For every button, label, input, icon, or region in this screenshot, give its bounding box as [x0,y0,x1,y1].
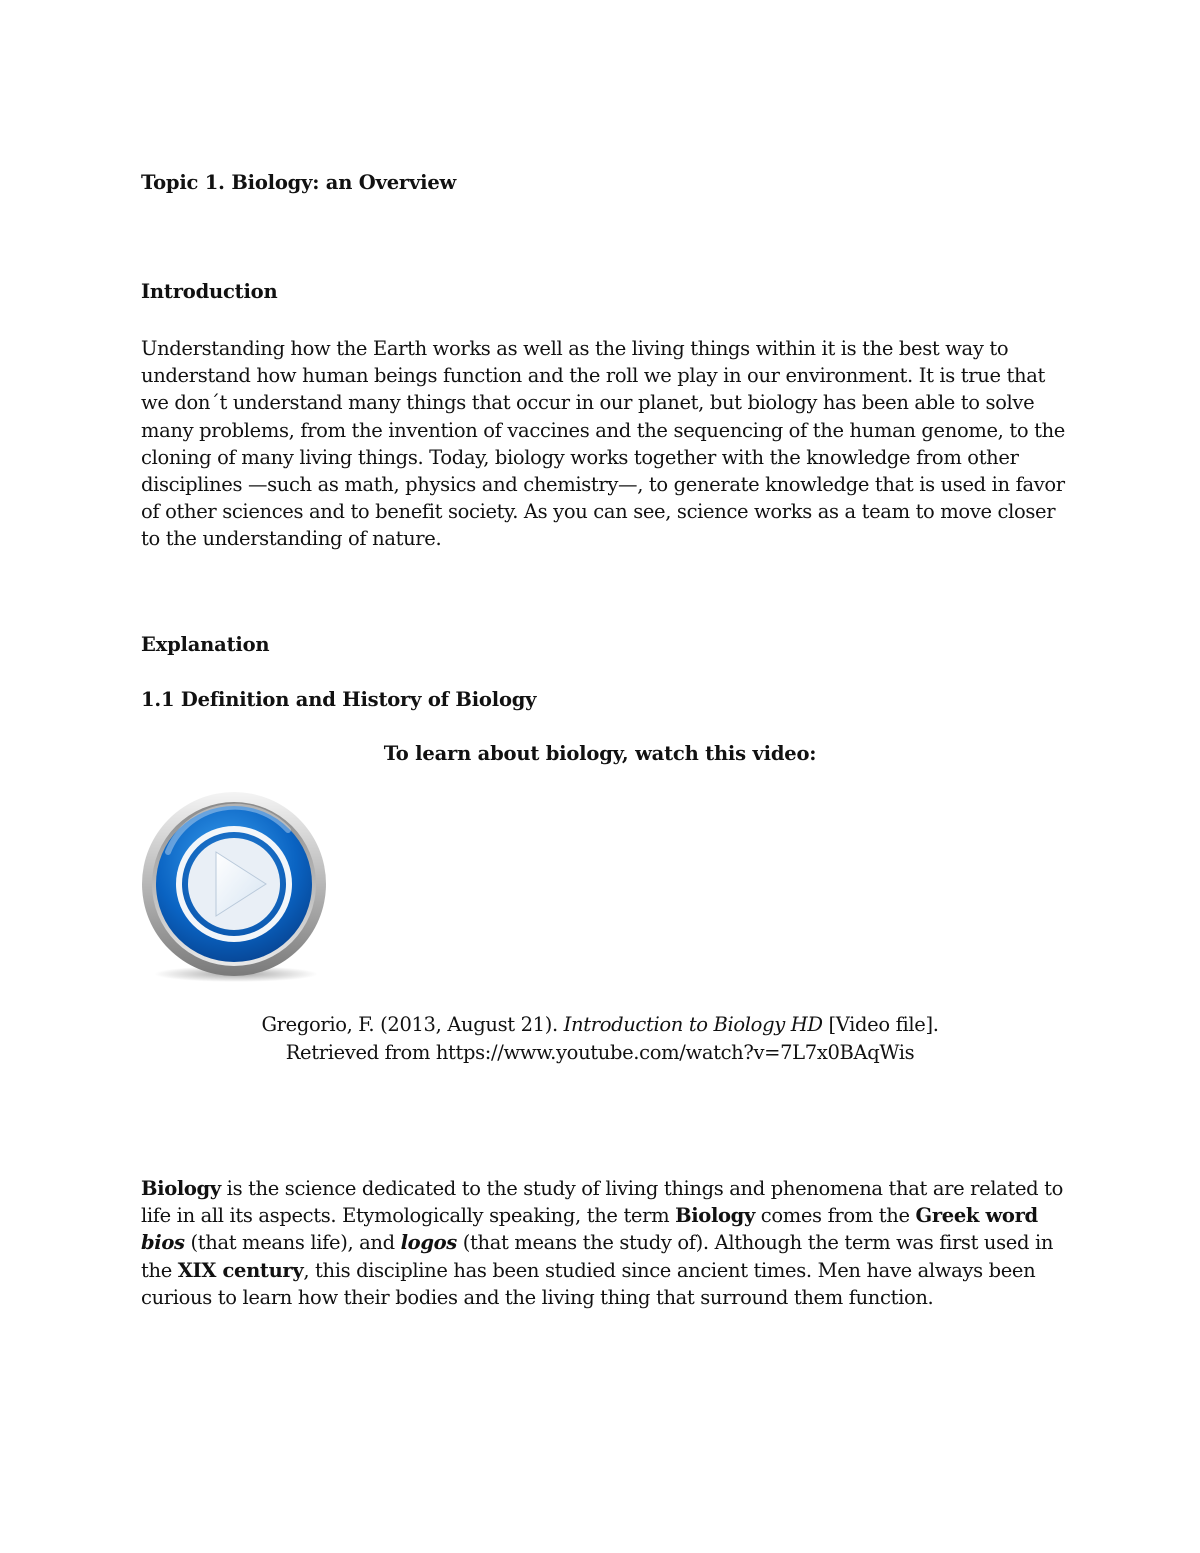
intro-line: we don´t understand many things that occur in our planet, but biology has been able to solve [141,391,1035,415]
bold-term: Greek word [915,1204,1038,1228]
bold-term: XIX century [177,1258,304,1282]
intro-line: many problems, from the invention of vaccines and the sequencing of the human genome, to the [141,418,1065,442]
bold-term: Biology [675,1204,755,1228]
topic-title: Topic 1. Biology: an Overview [141,171,457,194]
intro-line: to the understanding of nature. [141,527,442,551]
bold-term: Biology [141,1177,221,1200]
biology-line [141,1229,1071,1256]
text-run: the [141,1258,178,1282]
bold-italic-term: bios [141,1231,185,1255]
intro-line: cloning of many living things. Today, biology works together with the knowledge from other [141,445,1019,469]
bold-italic-term: logos [400,1231,457,1255]
section-subheading: 1.1 Definition and History of Biology [141,688,537,711]
play-icon-graphic [138,792,330,984]
intro-line: disciplines —such as math, physics and chemistry—, to generate knowledge that is used in favor [141,473,1065,497]
biology-line [141,1257,1071,1284]
text-run: life in all its aspects. Etymologically speaking, the term [141,1204,676,1228]
biology-line [141,1202,1071,1229]
citation-author-date: Gregorio, F. (2013, August 21). [261,1013,564,1036]
citation-work-title: Introduction to Biology HD [563,1013,823,1036]
text-run: is the science dedicated to the study of living things and phenomena that are related to [220,1177,1063,1200]
text-run: , this discipline has been studied since ancient times. Men have always been [303,1258,1036,1282]
video-citation [0,1011,1200,1066]
citation-line [0,1011,1200,1039]
play-icon[interactable] [138,792,330,984]
explanation-heading: Explanation [141,633,270,656]
text-run: (that means the study of). Although the term was first used in [456,1231,1054,1255]
intro-line: Understanding how the Earth works as well as the living things within it is the best way to [141,337,1009,360]
text-run: (that means life), and [184,1231,401,1255]
citation-retrieved[interactable]: Retrieved from https://www.youtube.com/watch?v=7L7x0BAqWis [285,1040,915,1064]
citation-medium: [Video file]. [822,1013,939,1036]
biology-line [141,1175,1071,1202]
biology-paragraph [141,1175,1071,1311]
introduction-paragraph [141,335,1071,553]
text-run: comes from the [754,1204,916,1228]
video-prompt: To learn about biology, watch this video: [383,742,817,765]
intro-line: understand how human beings function and the roll we play in our environment. It is true that [141,364,1045,388]
introduction-heading: Introduction [141,280,278,303]
biology-line: curious to learn how their bodies and the living thing that surround them function. [141,1285,934,1309]
intro-line: of other sciences and to benefit society. As you can see, science works as a team to move closer [141,500,1056,524]
